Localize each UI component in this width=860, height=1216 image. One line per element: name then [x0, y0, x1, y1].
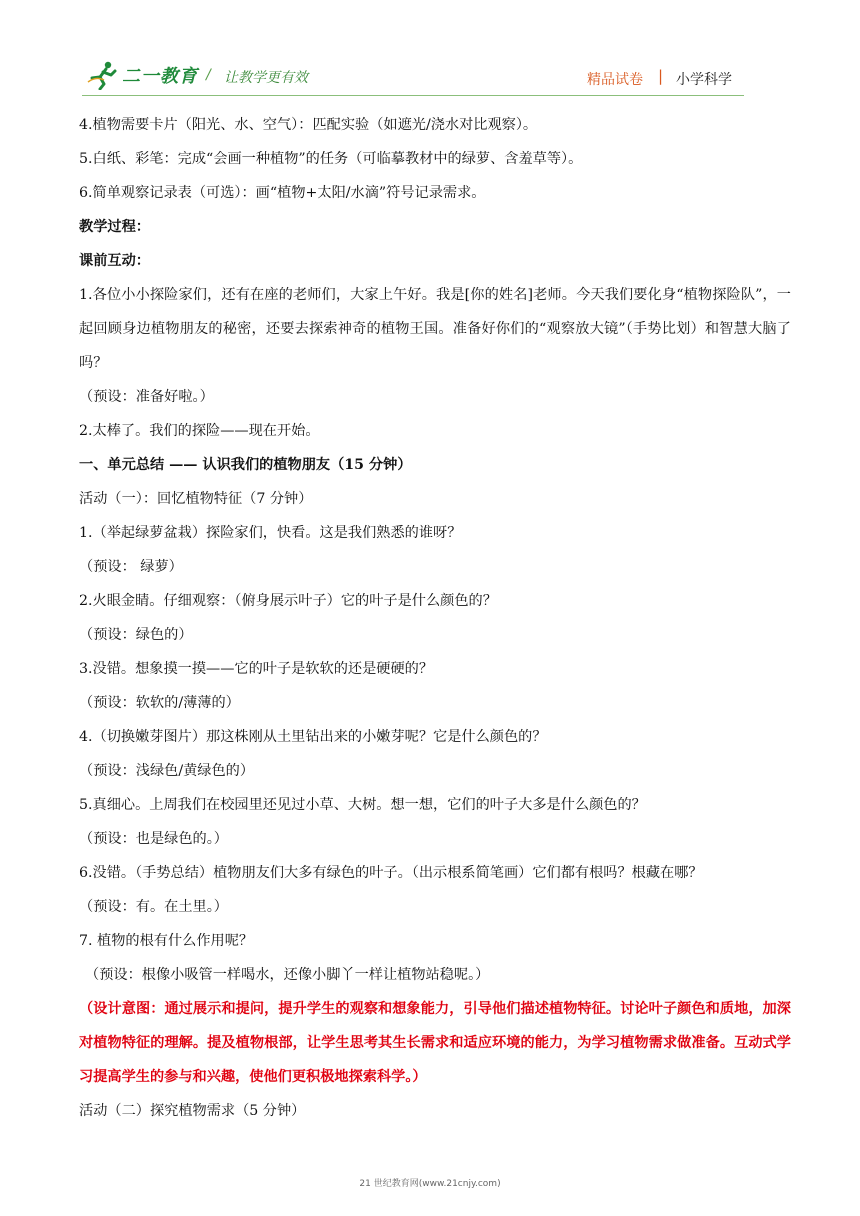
activity-heading: 活动（一）：回忆植物特征（7 分钟） — [79, 491, 313, 507]
brand-slogan: 让教学更有效 — [224, 70, 308, 86]
text-line: （预设：软软的/薄薄的） — [79, 695, 240, 711]
runner-logo-icon — [86, 60, 120, 90]
text-line: （预设：根像小吸管一样喝水，还像小脚丫一样让植物站稳呢。） — [85, 967, 490, 983]
header-tag: 精品试卷 — [587, 72, 643, 88]
text-line: （预设：有。在土里。） — [79, 899, 228, 915]
header-rule — [82, 95, 744, 96]
page-footer: 21 世纪教育网(www.21cnjy.com) — [359, 1179, 501, 1189]
header-separator: | — [658, 67, 664, 85]
text-line: 5.真细心。上周我们在校园里还见过小草、大树。想一想，它们的叶子大多是什么颜色的？ — [79, 797, 646, 813]
activity-heading: 活动（二）探究植物需求（5 分钟） — [79, 1103, 306, 1119]
text-line: （预设： 绿萝） — [79, 559, 183, 575]
text-line: 6.简单观察记录表（可选）：画“植物+太阳/水滴”符号记录需求。 — [79, 185, 486, 201]
text-line: （预设：也是绿色的。） — [79, 831, 228, 847]
text-line: 4.植物需要卡片（阳光、水、空气）：匹配实验（如遮光/浇水对比观察）。 — [79, 117, 538, 133]
design-intent-note: （设计意图：通过展示和提问，提升学生的观察和想象能力，引导他们描述植物特征。讨论叶子颜色和质地，加深对植物特征的理解。提及植物根部，让学生思考其生长需求和适应环境的能力，为学习植物需求做准备。互动式学习提高学生的参与和兴趣，使他们更积极地探索科学。） — [79, 1001, 791, 1085]
text-line: 4.（切换嫩芽图片）那这株刚从土里钻出来的小嫩芽呢？它是什么颜色的？ — [79, 729, 547, 745]
section-heading: 课前互动： — [79, 253, 150, 269]
document-body — [79, 108, 791, 1128]
brand-name: 二一教育 — [122, 66, 198, 87]
header-slash: / — [206, 67, 211, 83]
text-line: 2.火眼金睛。仔细观察：（俯身展示叶子）它的叶子是什么颜色的？ — [79, 593, 497, 609]
text-line: 6.没错。（手势总结）植物朋友们大多有绿色的叶子。（出示根系简笔画）它们都有根吗？根藏在哪？ — [79, 865, 703, 881]
page-header — [82, 56, 750, 96]
header-subject: 小学科学 — [676, 72, 732, 88]
text-line: 7. 植物的根有什么作用呢？ — [79, 933, 254, 949]
text-line: （预设：准备好啦。） — [79, 389, 214, 405]
text-line: 5.白纸、彩笔：完成“会画一种植物”的任务（可临摹教材中的绿萝、含羞草等）。 — [79, 151, 583, 167]
section-heading: 一、单元总结 —— 认识我们的植物朋友（15 分钟） — [79, 457, 412, 473]
section-heading: 教学过程： — [79, 219, 150, 235]
text-line: 3.没错。想象摸一摸——它的叶子是软软的还是硬硬的？ — [79, 661, 434, 677]
text-line: 1.（举起绿萝盆栽）探险家们，快看。这是我们熟悉的谁呀？ — [79, 525, 462, 541]
text-line: 2.太棒了。我们的探险——现在开始。 — [79, 423, 320, 439]
text-line: （预设：绿色的） — [79, 627, 193, 643]
text-line: （预设：浅绿色/黄绿色的） — [79, 763, 255, 779]
paragraph: 1.各位小小探险家们，还有在座的老师们，大家上午好。我是[你的姓名]老师。今天我们要化身“植物探险队”，一起回顾身边植物朋友的秘密，还要去探索神奇的植物王国。准备好你们的“观察放大镜”（手势比划）和智慧大脑了吗？ — [79, 287, 791, 371]
